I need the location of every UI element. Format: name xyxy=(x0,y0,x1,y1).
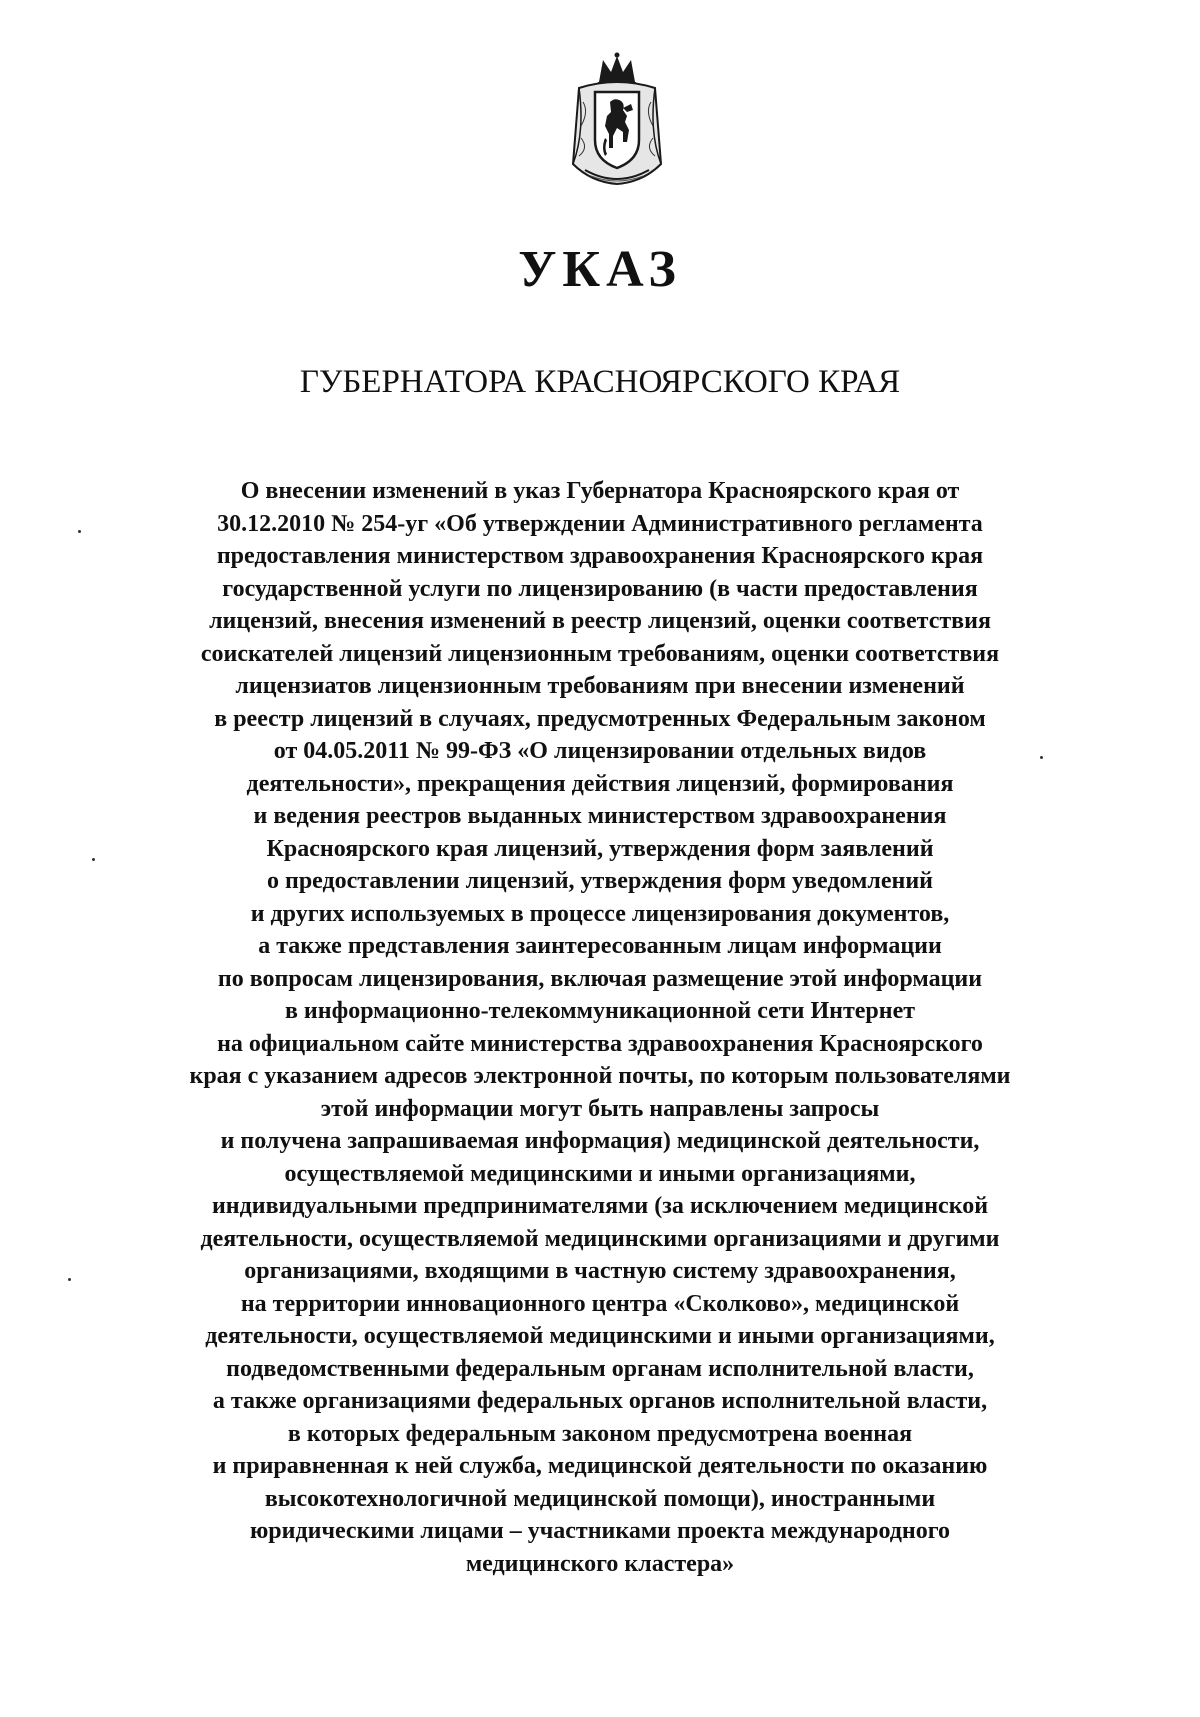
title-line: в информационно-телекоммуникационной сети Интернет xyxy=(284,998,916,1024)
title-line: индивидуальными предпринимателями (за исключением медицинской xyxy=(211,1193,989,1219)
title-line: юридическими лицами – участниками проекта международного xyxy=(249,1518,951,1544)
title-line: этой информации могут быть направлены запросы xyxy=(320,1095,880,1122)
title-line: о предоставлении лицензий, утверждения форм уведомлений xyxy=(267,868,933,894)
title-line: организациями, входящими в частную систему здравоохранения, xyxy=(244,1258,956,1284)
title-line: края с указанием адресов электронной почты, по которым пользователями xyxy=(189,1063,1011,1089)
scan-speck xyxy=(68,1278,71,1281)
title-line: в которых федеральным законом предусмотрена военная xyxy=(287,1420,913,1447)
title-line: на территории инновационного центра «Сколково», медицинской xyxy=(240,1290,960,1317)
scan-speck xyxy=(78,530,81,533)
title-line: по вопросам лицензирования, включая размещение этой информации xyxy=(217,965,983,992)
title-line: на официальном сайте министерства здравоохранения Красноярского xyxy=(217,1030,983,1057)
title-line: и приравненная к ней служба, медицинской деятельности по оказанию xyxy=(212,1453,988,1479)
title-line: деятельности, осуществляемой медицинскими организациями и другими xyxy=(200,1225,1000,1252)
title-line: и ведения реестров выданных министерством здравоохранения xyxy=(253,803,947,829)
title-line: лицензиатов лицензионным требованиям при внесении изменений xyxy=(235,673,965,699)
title-line: деятельности, осуществляемой медицинскими и иными организациями, xyxy=(205,1323,995,1349)
title-line: предоставления министерством здравоохранения Красноярского края xyxy=(216,543,984,569)
title-line: деятельности», прекращения действия лицензий, формирования xyxy=(246,770,954,797)
title-line: лицензий, внесения изменений в реестр лицензий, оценки соответствия xyxy=(209,608,991,634)
coat-of-arms-icon xyxy=(565,52,670,187)
title-line: 30.12.2010 № 254-уг «Об утверждении Административного регламента xyxy=(217,510,983,537)
scan-speck xyxy=(92,858,95,861)
title-line: в реестр лицензий в случаях, предусмотренных Федеральным законом xyxy=(214,705,986,732)
scan-speck xyxy=(1040,756,1043,759)
title-line: О внесении изменений в указ Губернатора Красноярского края от xyxy=(240,478,960,504)
title-line: а также представления заинтересованным лицам информации xyxy=(258,933,942,959)
title-line: осуществляемой медицинскими и иными организациями, xyxy=(284,1160,916,1187)
decree-title xyxy=(0,475,1200,1580)
title-line: и других используемых в процессе лицензирования документов, xyxy=(250,900,950,927)
title-line: а также организациями федеральных органов исполнительной власти, xyxy=(212,1388,988,1414)
title-line: медицинского кластера» xyxy=(465,1550,735,1577)
title-line: от 04.05.2011 № 99-ФЗ «О лицензировании отдельных видов xyxy=(273,738,927,764)
title-line: подведомственными федеральным органам исполнительной власти, xyxy=(226,1355,974,1382)
title-line: Красноярского края лицензий, утверждения форм заявлений xyxy=(266,835,934,862)
title-line: соискателей лицензий лицензионным требованиям, оценки соответствия xyxy=(200,640,1000,667)
title-line: и получена запрашиваемая информация) медицинской деятельности, xyxy=(220,1128,980,1154)
document-type-heading: УКАЗ xyxy=(518,241,682,298)
title-line: государственной услуги по лицензированию (в части предоставления xyxy=(222,575,978,602)
title-line: высокотехнологичной медицинской помощи), иностранными xyxy=(264,1485,936,1512)
issuer-heading: ГУБЕРНАТОРА КРАСНОЯРСКОГО КРАЯ xyxy=(299,364,901,400)
